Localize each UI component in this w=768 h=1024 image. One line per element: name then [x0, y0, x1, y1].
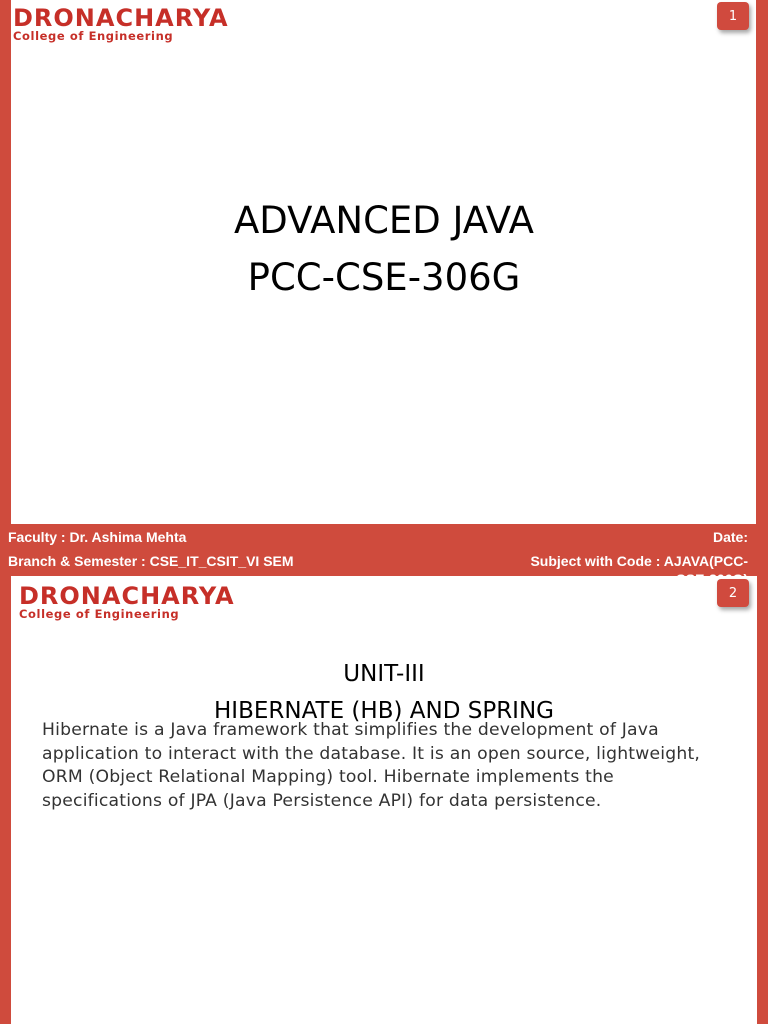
slide-2: [0, 576, 768, 1024]
unit-title: UNIT-III: [343, 661, 425, 687]
faculty-label: Faculty : Dr. Ashima Mehta: [8, 529, 187, 545]
branch-semester-label: Branch & Semester : CSE_IT_CSIT_VI SEM: [8, 553, 294, 569]
unit-subtitle: HIBERNATE (HB) AND SPRING: [214, 698, 554, 724]
logo-subtitle: College of Engineering: [13, 29, 174, 43]
left-accent-bar: [0, 576, 11, 1024]
subject-code-label: Subject with Code : AJAVA(PCC-: [530, 553, 748, 569]
course-title: ADVANCED JAVA: [233, 199, 534, 242]
college-logo: [19, 584, 235, 621]
logo-name: DRONACHARYA: [19, 582, 235, 610]
slide-footer: [0, 524, 768, 576]
course-code: PCC-CSE-306G: [247, 256, 521, 299]
page-number-badge: 1: [717, 2, 749, 30]
logo-subtitle: College of Engineering: [19, 607, 180, 621]
right-accent-bar: [757, 576, 768, 1024]
date-label: Date:: [712, 529, 748, 545]
body-paragraph: Hibernate is a Java framework that simplifies the development of Java application to interact with the database. It is an open source, lightweight, ORM (Object Relational Mapping) tool. Hibernate implements the specifications of JPA (Java Persistence API) for data persistence.: [42, 720, 701, 811]
page-number-badge: 2: [717, 579, 749, 607]
slide-title: [0, 192, 768, 306]
college-logo: [13, 6, 229, 43]
logo-name: DRONACHARYA: [13, 4, 229, 32]
